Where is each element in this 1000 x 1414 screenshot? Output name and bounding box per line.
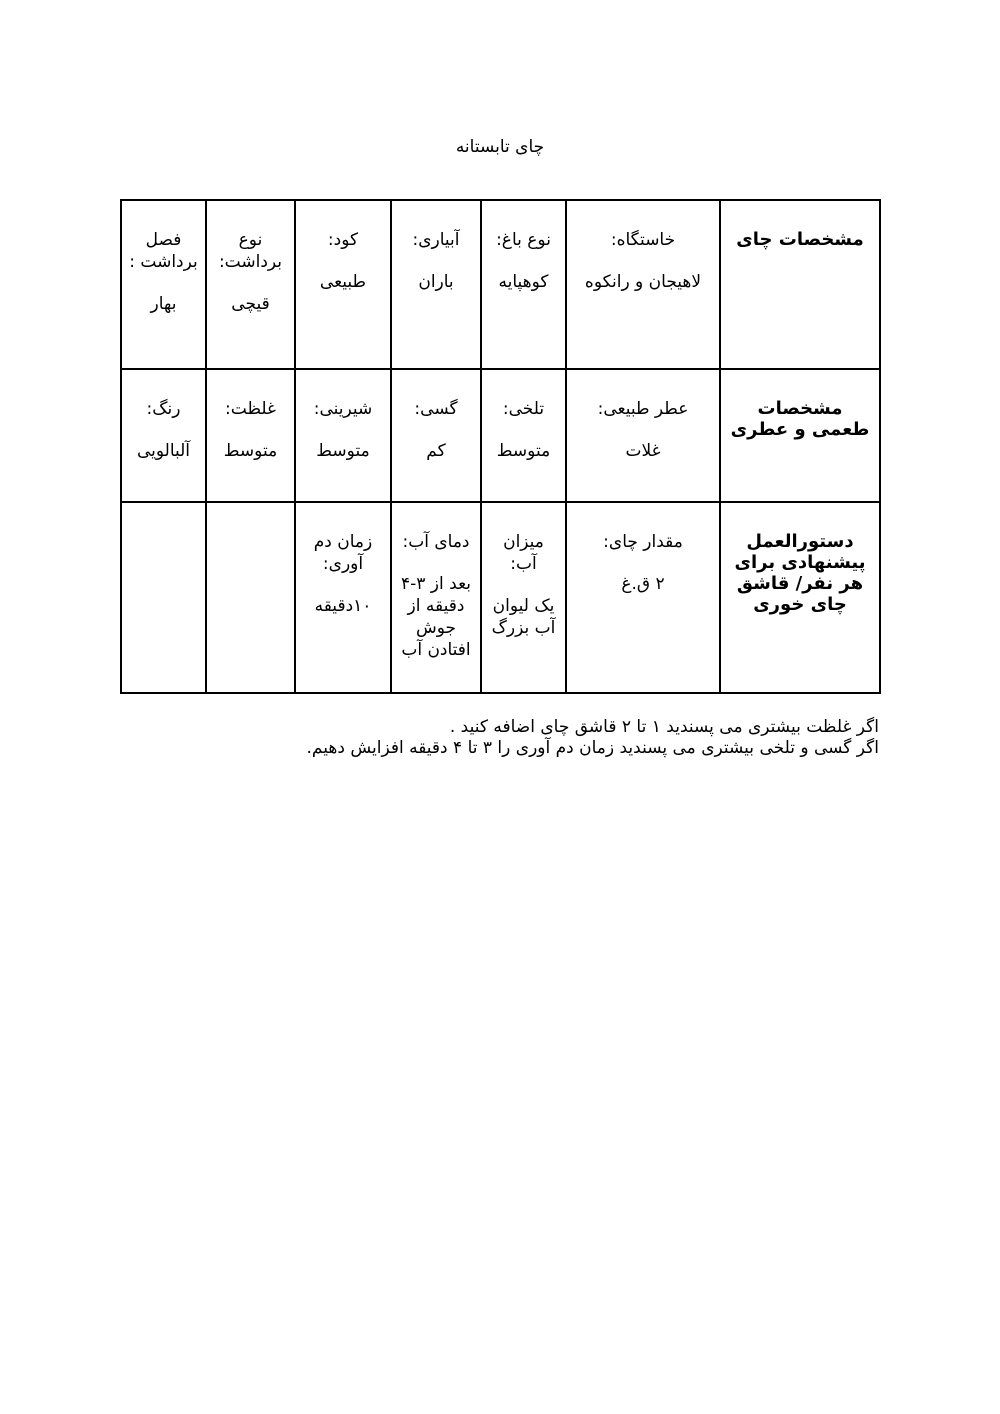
row-header: مشخصات طعمی و عطری — [720, 369, 880, 502]
cell-label: نوع باغ: — [496, 230, 551, 250]
table-cell — [121, 369, 206, 502]
cell-label: فصل برداشت : — [129, 230, 198, 272]
cell-value: کم — [426, 441, 446, 461]
cell-label: زمان دم آوری: — [313, 532, 373, 574]
table-cell — [566, 502, 720, 693]
table-cell — [121, 502, 206, 693]
cell-label: عطر طبیعی: — [597, 399, 689, 419]
note-line: اگر غلظت بیشتری می پسندید ۱ تا ۲ قاشق چای اضافه کنید . — [449, 717, 879, 737]
table-cell — [391, 369, 481, 502]
cell-label: کود: — [327, 230, 359, 250]
cell-value: آلبالویی — [136, 441, 191, 461]
page-title: چای تابستانه — [455, 137, 545, 157]
table-cell — [391, 200, 481, 369]
cell-value: ۱۰دقیقه — [314, 596, 372, 616]
note-line: اگر گسی و تلخی بیشتری می پسندید زمان دم آوری را ۳ تا ۴ دقیقه افزایش دهیم. — [306, 738, 879, 758]
cell-label: مقدار چای: — [603, 532, 683, 552]
table-cell — [206, 200, 295, 369]
cell-value: باران — [418, 272, 454, 292]
cell-label: تلخی: — [502, 399, 545, 419]
table-cell — [295, 369, 391, 502]
table-cell — [206, 369, 295, 502]
cell-label: میزان آب: — [503, 532, 544, 574]
notes — [179, 717, 879, 759]
cell-value: بعد از ۳-۴ دقیقه از جوش افتادن آب — [400, 574, 472, 660]
table-cell — [481, 369, 566, 502]
cell-value: متوسط — [316, 441, 370, 461]
cell-value: طبیعی — [319, 272, 367, 292]
table-cell — [206, 502, 295, 693]
cell-value: بهار — [150, 294, 177, 314]
table-cell — [481, 200, 566, 369]
cell-value: یک لیوان آب بزرگ — [491, 596, 556, 638]
table-cell — [481, 502, 566, 693]
cell-label: دمای آب: — [402, 532, 470, 552]
table-cell — [391, 502, 481, 693]
table-cell — [566, 369, 720, 502]
cell-label: نوع برداشت: — [218, 230, 283, 272]
cell-value: لاهیجان و رانکوه — [584, 272, 702, 292]
table-row — [121, 369, 880, 502]
row-header: مشخصات چای — [720, 200, 880, 369]
table-row — [121, 200, 880, 369]
table-cell — [121, 200, 206, 369]
cell-value: ۲ ق.غ — [621, 574, 665, 594]
cell-label: خاستگاه: — [610, 230, 676, 250]
cell-value: غلات — [625, 441, 661, 461]
table-row — [121, 502, 880, 693]
cell-label: رنگ: — [146, 399, 181, 419]
cell-label: شیرینی: — [313, 399, 373, 419]
cell-label: آبیاری: — [412, 230, 460, 250]
row-header: دستورالعمل پیشنهادی برای هر نفر/ قاشق چای خوری — [720, 502, 880, 693]
table-cell — [295, 200, 391, 369]
cell-value: متوسط — [223, 441, 278, 461]
table-cell — [566, 200, 720, 369]
cell-value: کوهپایه — [498, 272, 549, 292]
cell-label: غلظت: — [225, 399, 276, 419]
tea-spec-table — [120, 199, 881, 694]
cell-value: قیچی — [231, 294, 270, 314]
cell-value: متوسط — [496, 441, 551, 461]
table-cell — [295, 502, 391, 693]
cell-label: گسی: — [414, 399, 458, 419]
